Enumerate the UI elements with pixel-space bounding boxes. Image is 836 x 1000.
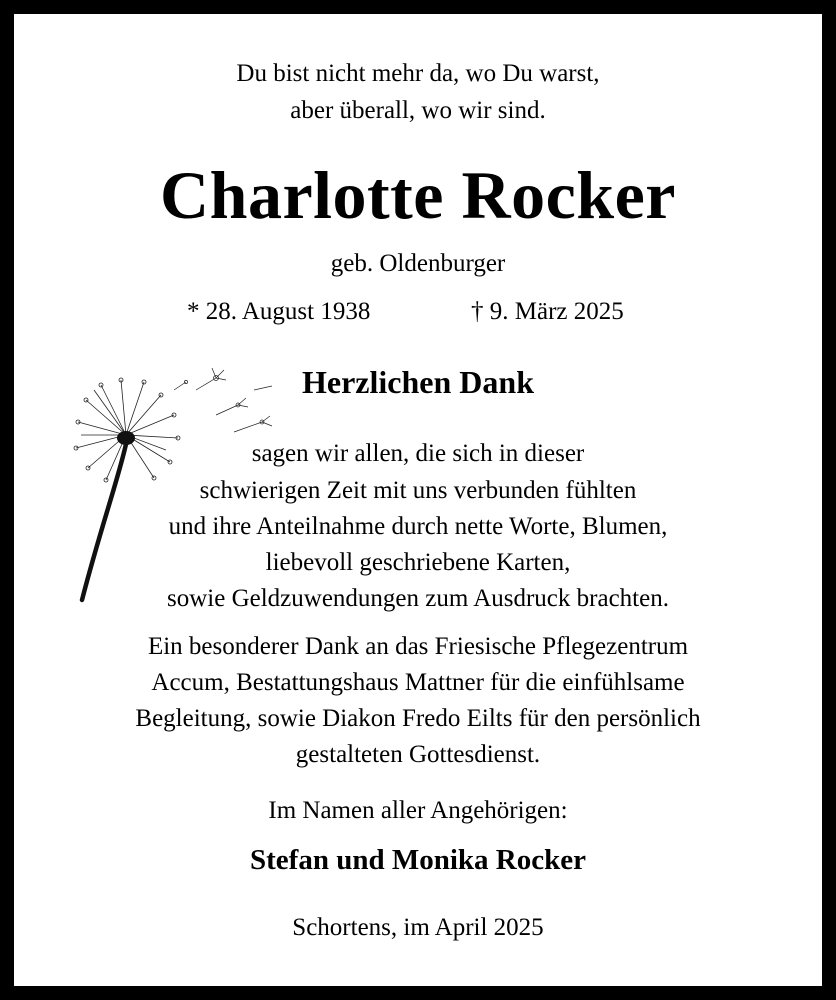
closing-intro: Im Namen aller Angehörigen: xyxy=(268,797,568,824)
thanks-line-5: sowie Geldzuwendungen zum Ausdruck brachten. xyxy=(167,585,669,612)
thanks-line-2: schwierigen Zeit mit uns verbunden fühlten xyxy=(199,477,637,504)
life-dates xyxy=(0,298,836,330)
maiden-name: geb. Oldenburger xyxy=(330,250,506,277)
thanks-line-3: und ihre Anteilnahme durch nette Worte, Blumen, xyxy=(168,513,668,540)
special-thanks-line-4: gestalteten Gottesdienst. xyxy=(295,741,541,768)
thanks-line-4: liebevoll geschriebene Karten, xyxy=(265,549,571,576)
birth-date: * 28. August 1938 xyxy=(187,298,371,325)
special-thanks-line-3: Begleitung, sowie Diakon Fredo Eilts für den persönlich xyxy=(135,705,701,732)
motto-line-2: aber überall, wo wir sind. xyxy=(290,97,546,124)
signers: Stefan und Monika Rocker xyxy=(250,844,586,876)
special-thanks-line-2: Accum, Bestattungshaus Mattner für die einfühlsame xyxy=(151,669,685,696)
deceased-name: Charlotte Rocker xyxy=(160,157,676,233)
thanks-title: Herzlichen Dank xyxy=(302,364,534,400)
motto-line-1: Du bist nicht mehr da, wo Du warst, xyxy=(236,60,600,87)
place-date: Schortens, im April 2025 xyxy=(292,914,544,941)
death-date: † 9. März 2025 xyxy=(471,298,624,325)
thanks-line-1: sagen wir allen, die sich in dieser xyxy=(251,440,585,467)
special-thanks-line-1: Ein besonderer Dank an das Friesische Pflegezentrum xyxy=(147,633,689,660)
